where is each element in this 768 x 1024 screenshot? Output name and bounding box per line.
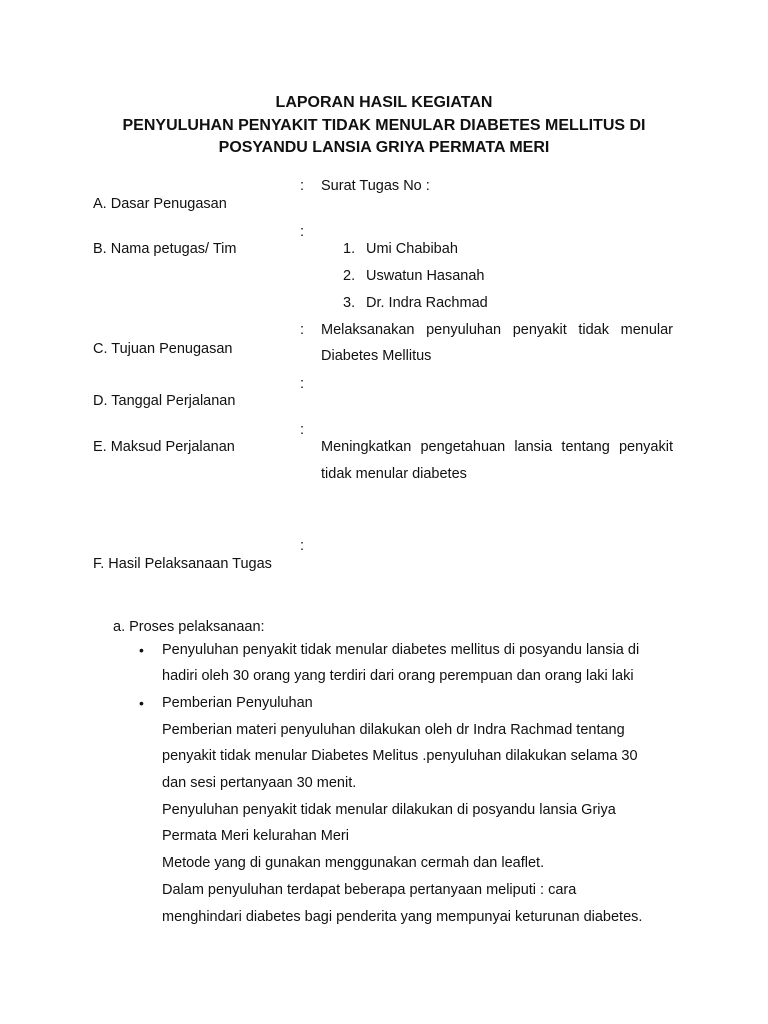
tujuan-line-1: Melaksanakan penyuluhan penyakit tidak menular — [321, 322, 673, 338]
bullet: • — [139, 642, 144, 658]
text-line: Pemberian materi penyuluhan dilakukan oleh dr Indra Rachmad tentang — [162, 722, 625, 738]
label-f: F. Hasil Pelaksanaan Tugas — [93, 556, 272, 572]
text-line: menghindari diabetes bagi penderita yang mempunyai keturunan diabetes. — [162, 909, 643, 925]
title-line-3: POSYANDU LANSIA GRIYA PERMATA MERI — [218, 139, 550, 156]
label-b: B. Nama petugas/ Tim — [93, 241, 237, 257]
team-num-3: 3. — [343, 295, 356, 311]
text-line: Penyuluhan penyakit tidak menular dilakukan di posyandu lansia Griya — [162, 802, 616, 818]
text-line: dan sesi pertanyaan 30 menit. — [162, 775, 357, 791]
tujuan-line-2: Diabetes Mellitus — [321, 348, 432, 364]
team-name-3: Dr. Indra Rachmad — [366, 295, 488, 311]
text-line: Permata Meri kelurahan Meri — [162, 828, 349, 844]
label-a: A. Dasar Penugasan — [93, 196, 227, 212]
team-name-1: Umi Chabibah — [366, 241, 458, 257]
text-line: Dalam penyuluhan terdapat beberapa pertanyaan meliputi : cara — [162, 882, 577, 898]
team-num-2: 2. — [343, 268, 356, 284]
team-name-2: Uswatun Hasanah — [366, 268, 485, 284]
colon: : — [300, 322, 305, 338]
label-d: D. Tanggal Perjalanan — [93, 393, 236, 409]
colon: : — [300, 538, 305, 554]
bullet: • — [139, 695, 144, 711]
colon: : — [300, 224, 305, 240]
title-line-2: PENYULUHAN PENYAKIT TIDAK MENULAR DIABETES MELLITUS DI — [122, 117, 646, 134]
label-e: E. Maksud Perjalanan — [93, 439, 235, 455]
title-line-1: LAPORAN HASIL KEGIATAN — [275, 94, 493, 111]
maksud-line-2: tidak menular diabetes — [321, 466, 467, 482]
text-line: Penyuluhan penyakit tidak menular diabetes mellitus di posyandu lansia di — [162, 642, 640, 658]
text-line: penyakit tidak menular Diabetes Melitus .penyuluhan dilakukan selama 30 — [162, 748, 638, 764]
text-line: hadiri oleh 30 orang yang terdiri dari orang perempuan dan orang laki laki — [162, 668, 634, 684]
colon: : — [300, 178, 305, 194]
text-line: Pemberian Penyuluhan — [162, 695, 313, 711]
team-num-1: 1. — [343, 241, 356, 257]
colon: : — [300, 422, 305, 438]
dasar-value: Surat Tugas No : — [321, 178, 430, 194]
maksud-line-1: Meningkatkan pengetahuan lansia tentang penyakit — [321, 439, 673, 455]
section-a-label: a. Proses pelaksanaan: — [113, 619, 265, 635]
colon: : — [300, 376, 305, 392]
label-c: C. Tujuan Penugasan — [93, 341, 233, 357]
text-line: Metode yang di gunakan menggunakan cermah dan leaflet. — [162, 855, 545, 871]
